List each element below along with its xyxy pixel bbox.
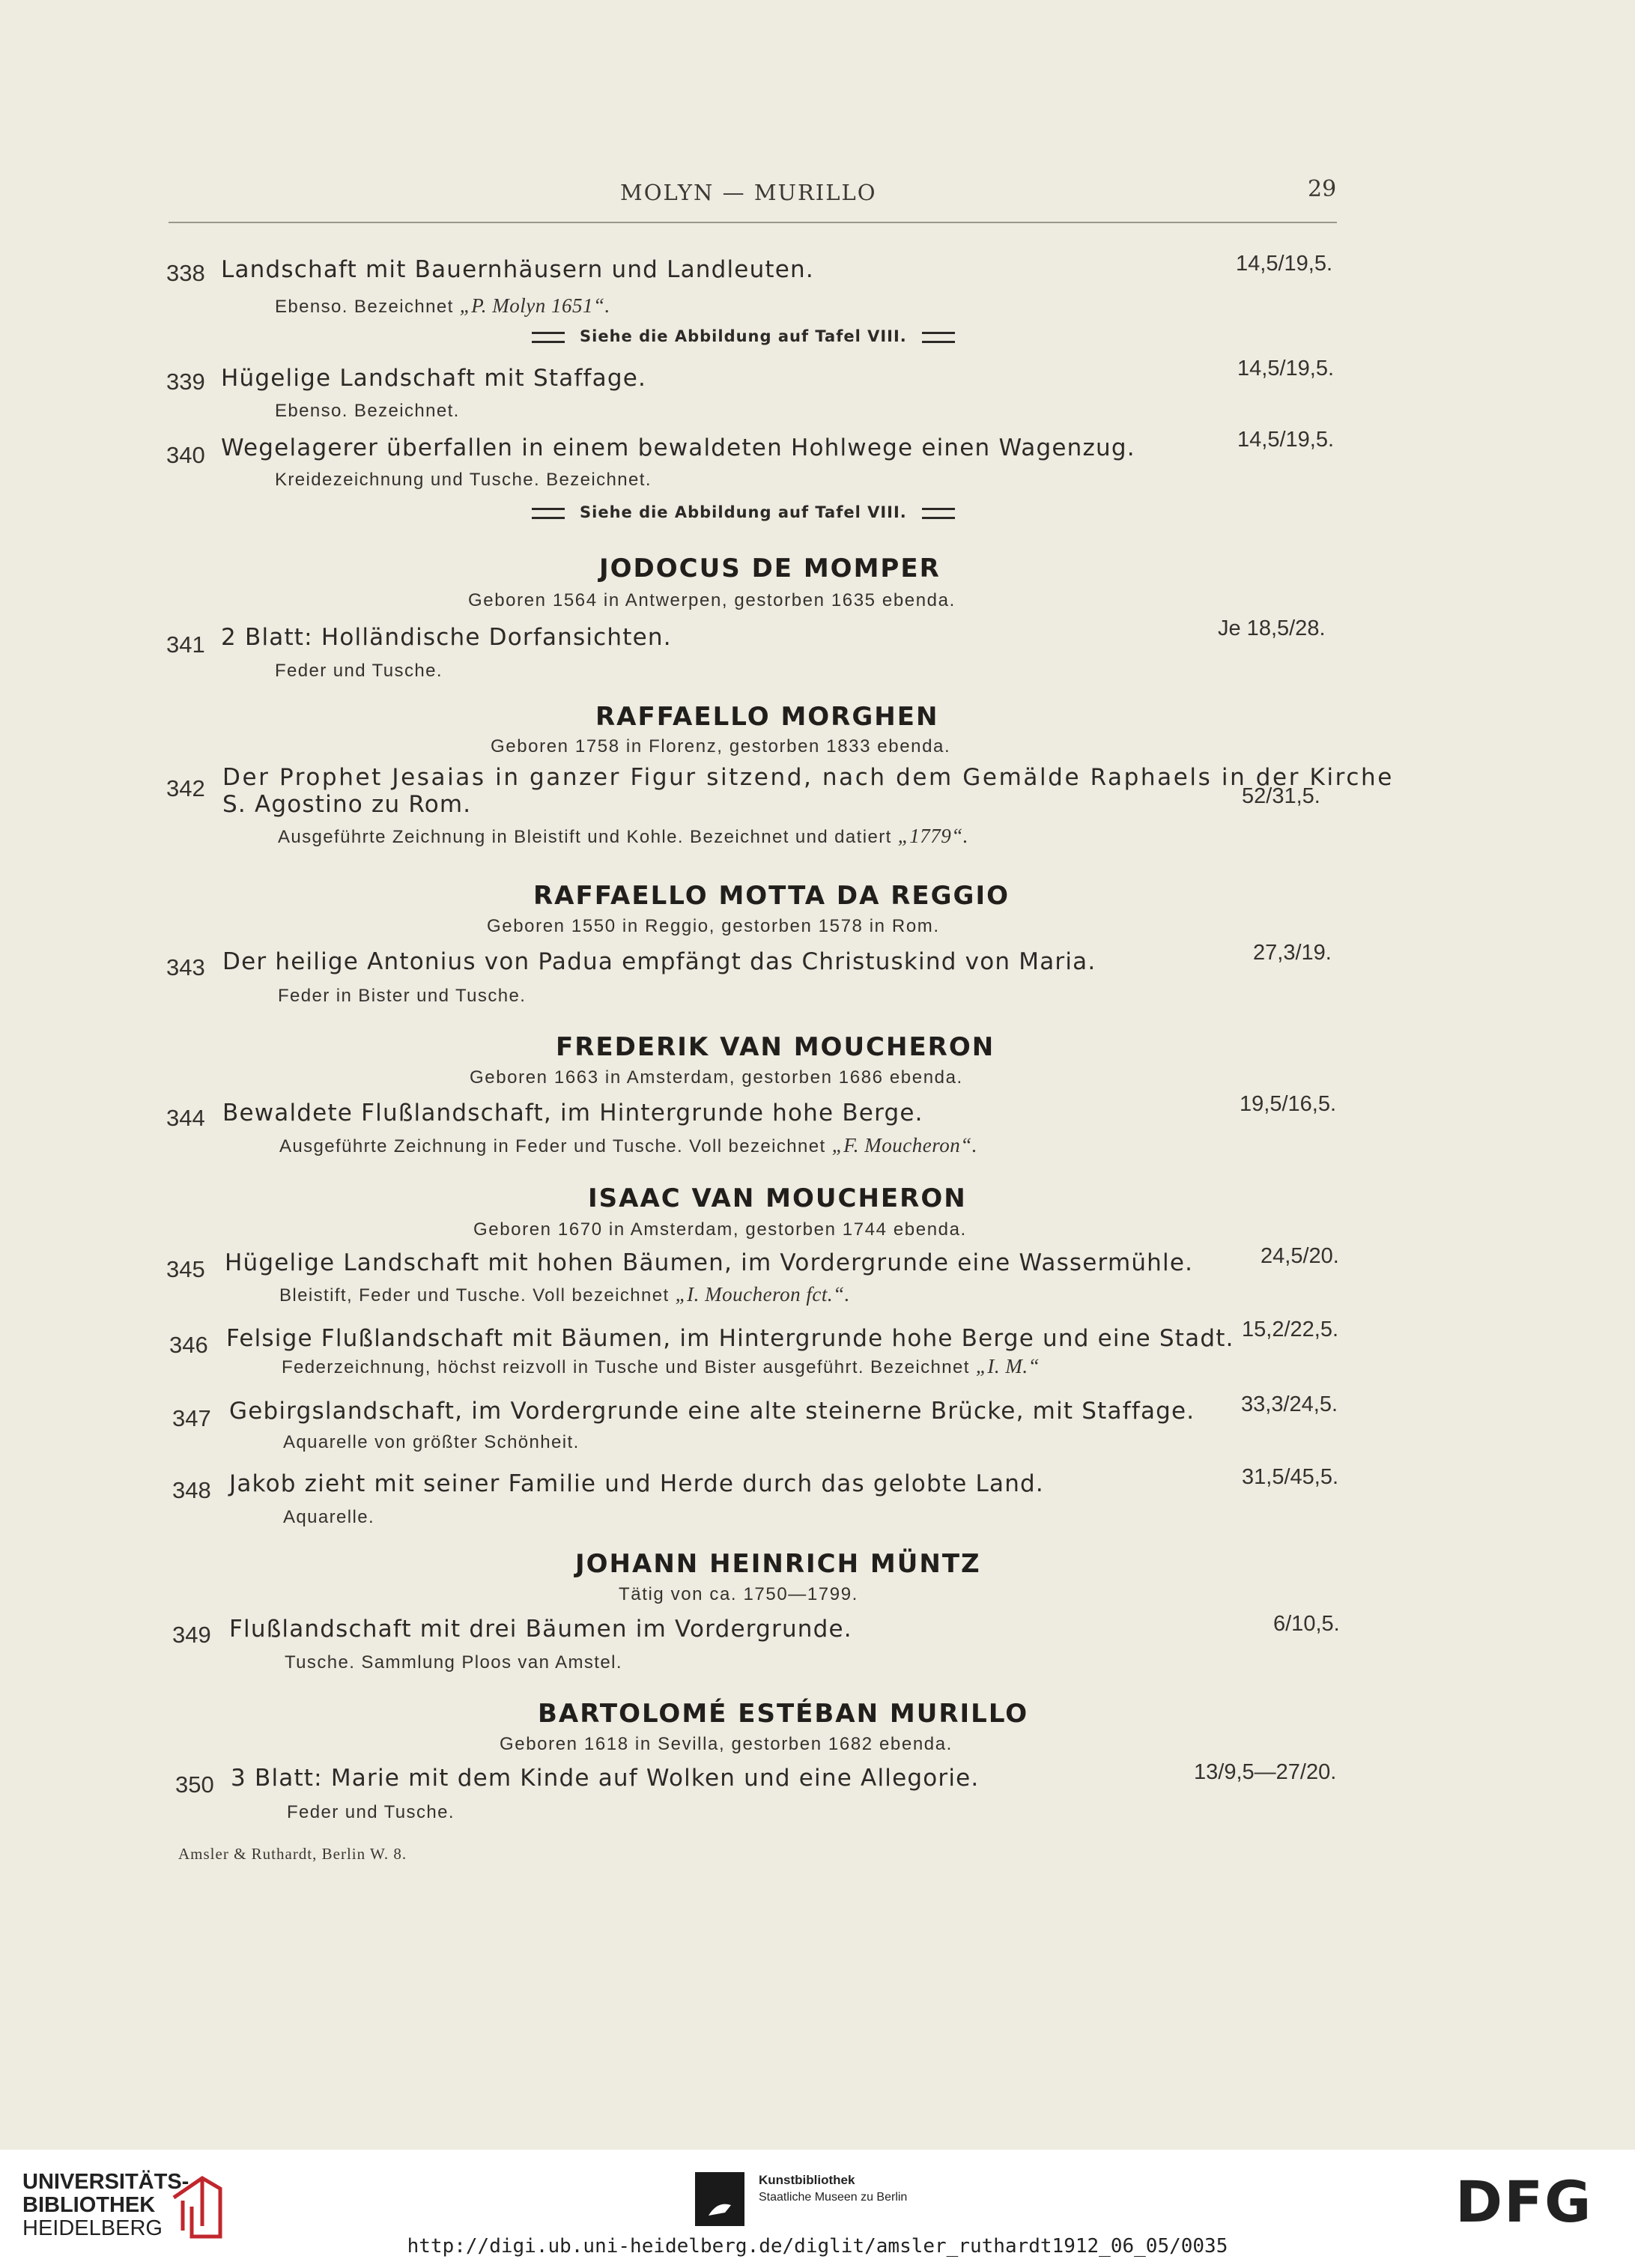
permalink-url[interactable]: http://digi.ub.uni-heidelberg.de/diglit/amsler_ruthardt1912_06_05/0035 xyxy=(407,2235,1228,2258)
entry-dimensions: Je 18,5/28. xyxy=(1218,616,1326,640)
entry-number: 348 xyxy=(172,1477,211,1503)
artist-bio: Geboren 1670 in Amsterdam, gestorben 1744 ebenda. xyxy=(473,1219,967,1240)
entry-number: 340 xyxy=(166,442,205,468)
entry-description: Feder und Tusche. xyxy=(287,1802,455,1822)
entry-title: Landschaft mit Bauernhäusern und Landleuten. xyxy=(221,256,814,283)
entry-title: Flußlandschaft mit drei Bäumen im Vordergrunde. xyxy=(229,1616,852,1643)
entry-number: 343 xyxy=(166,954,205,980)
entry-description: Ausgeführte Zeichnung in Bleistift und Kohle. Bezeichnet und datiert „1779“. xyxy=(278,825,969,847)
entry-title: Der Prophet Jesaias in ganzer Figur sitzend, nach dem Gemälde Raphaels in der Kirche xyxy=(222,764,1394,791)
artist-name: RAFFAELLO MOTTA DA REGGIO xyxy=(533,881,1010,911)
entry-dimensions: 15,2/22,5. xyxy=(1242,1318,1338,1341)
entry-description: Feder in Bister und Tusche. xyxy=(278,986,527,1006)
running-head: MOLYN — MURILLO xyxy=(620,180,877,205)
entry-dimensions: 6/10,5. xyxy=(1273,1612,1340,1636)
entry-title: Gebirgslandschaft, im Vordergrunde eine alte steinerne Brücke, mit Staffage. xyxy=(229,1398,1195,1425)
entry-title: 2 Blatt: Holländische Dorfansichten. xyxy=(221,624,672,651)
signature: „P. Molyn 1651“. xyxy=(459,294,610,317)
artist-name: FREDERIK VAN MOUCHERON xyxy=(556,1032,995,1062)
entry-number: 350 xyxy=(175,1771,214,1798)
entry-title: Hügelige Landschaft mit Staffage. xyxy=(221,365,647,392)
entry-number: 344 xyxy=(166,1105,205,1131)
entry-description: Ebenso. Bezeichnet. xyxy=(275,401,460,421)
entry-number: 342 xyxy=(166,775,205,801)
signature: „F. Moucheron“. xyxy=(831,1134,977,1156)
entry-title: Bewaldete Flußlandschaft, im Hintergrunde hohe Berge. xyxy=(222,1100,923,1127)
entry-title-continued: S. Agostino zu Rom. xyxy=(222,791,472,818)
signature: „I. M.“ xyxy=(975,1355,1040,1377)
artist-bio: Geboren 1564 in Antwerpen, gestorben 1635 ebenda. xyxy=(468,590,956,610)
artist-name: JOHANN HEINRICH MÜNTZ xyxy=(575,1549,981,1579)
entry-dimensions: 14,5/19,5. xyxy=(1236,252,1332,276)
kb-line-1: Kunstbibliothek xyxy=(759,2173,855,2187)
footer-bar xyxy=(0,2150,1635,2268)
entry-number: 341 xyxy=(166,631,205,658)
plate-reference: Siehe die Abbildung auf Tafel VIII. xyxy=(517,327,970,345)
entry-number: 338 xyxy=(166,260,205,286)
entry-title: Felsige Flußlandschaft mit Bäumen, im Hintergrunde hohe Berge und eine Stadt. xyxy=(226,1325,1234,1352)
artist-bio: Geboren 1550 in Reggio, gestorben 1578 in Rom. xyxy=(487,916,940,936)
header-rule xyxy=(169,222,1337,223)
artist-bio: Geboren 1663 in Amsterdam, gestorben 1686 ebenda. xyxy=(470,1067,963,1088)
entry-description: Feder und Tusche. xyxy=(275,661,443,681)
entry-dimensions: 33,3/24,5. xyxy=(1241,1392,1338,1416)
entry-dimensions: 14,5/19,5. xyxy=(1237,428,1334,452)
entry-title: 3 Blatt: Marie mit dem Kinde auf Wolken und eine Allegorie. xyxy=(231,1765,980,1792)
entry-title: Jakob zieht mit seiner Familie und Herde durch das gelobte Land. xyxy=(229,1470,1044,1497)
signature: „I. Moucheron fct.“. xyxy=(675,1283,850,1306)
entry-dimensions: 31,5/45,5. xyxy=(1242,1465,1338,1489)
entry-dimensions: 52/31,5. xyxy=(1242,784,1320,808)
entry-title: Hügelige Landschaft mit hohen Bäumen, im Vordergrunde eine Wassermühle. xyxy=(225,1249,1194,1276)
entry-dimensions: 14,5/19,5. xyxy=(1237,357,1334,380)
kunstbibliothek-logo-icon xyxy=(695,2172,744,2226)
kb-line-2: Staatliche Museen zu Berlin xyxy=(759,2191,908,2204)
entry-number: 339 xyxy=(166,369,205,395)
uni-line-2: BIBLIOTHEK xyxy=(22,2193,156,2217)
entry-dimensions: 13/9,5—27/20. xyxy=(1194,1760,1337,1784)
entry-description: Tusche. Sammlung Ploos van Amstel. xyxy=(285,1652,622,1673)
printer-imprint: Amsler & Ruthardt, Berlin W. 8. xyxy=(178,1845,407,1863)
entry-dimensions: 19,5/16,5. xyxy=(1240,1092,1336,1116)
entry-description: Kreidezeichnung und Tusche. Bezeichnet. xyxy=(275,470,652,490)
entry-title: Wegelagerer überfallen in einem bewaldeten Hohlwege einen Wagenzug. xyxy=(221,434,1135,461)
page-number: 29 xyxy=(1308,176,1337,202)
uni-line-3: HEIDELBERG xyxy=(22,2216,163,2240)
entry-dimensions: 24,5/20. xyxy=(1261,1244,1339,1268)
entry-description: Federzeichnung, höchst reizvoll in Tusche und Bister ausgeführt. Bezeichnet „I. M.“ xyxy=(282,1355,1040,1377)
entry-description: Aquarelle. xyxy=(283,1507,375,1527)
artist-name: BARTOLOMÉ ESTÉBAN MURILLO xyxy=(538,1699,1029,1729)
signature: „1779“. xyxy=(897,825,969,847)
dfg-logo: DFG xyxy=(1455,2168,1593,2235)
entry-number: 349 xyxy=(172,1622,211,1648)
plate-reference: Siehe die Abbildung auf Tafel VIII. xyxy=(517,503,970,521)
artist-bio: Tätig von ca. 1750—1799. xyxy=(619,1584,858,1604)
uni-line-1: UNIVERSITÄTS- xyxy=(22,2170,189,2194)
entry-number: 347 xyxy=(172,1405,211,1431)
entry-dimensions: 27,3/19. xyxy=(1253,941,1332,965)
artist-bio: Geboren 1758 in Florenz, gestorben 1833 ebenda. xyxy=(491,736,951,756)
kunstbibliothek-text xyxy=(759,2172,907,2206)
heidelberg-logo-icon xyxy=(166,2168,226,2243)
entry-number: 345 xyxy=(166,1256,205,1282)
entry-title: Der heilige Antonius von Padua empfängt das Christuskind von Maria. xyxy=(222,948,1096,975)
entry-description: Aquarelle von größter Schönheit. xyxy=(283,1432,580,1452)
entry-description: Bleistift, Feder und Tusche. Voll bezeichnet „I. Moucheron fct.“. xyxy=(279,1283,850,1306)
artist-name: JODOCUS DE MOMPER xyxy=(599,554,941,583)
entry-description: Ebenso. Bezeichnet „P. Molyn 1651“. xyxy=(275,294,610,317)
entry-number: 346 xyxy=(169,1332,208,1358)
university-library-logo-text xyxy=(22,2171,189,2240)
artist-name: RAFFAELLO MORGHEN xyxy=(595,702,939,732)
artist-name: ISAAC VAN MOUCHERON xyxy=(588,1183,967,1213)
artist-bio: Geboren 1618 in Sevilla, gestorben 1682 ebenda. xyxy=(500,1734,953,1754)
entry-description: Ausgeführte Zeichnung in Feder und Tusche. Voll bezeichnet „F. Moucheron“. xyxy=(279,1134,977,1156)
